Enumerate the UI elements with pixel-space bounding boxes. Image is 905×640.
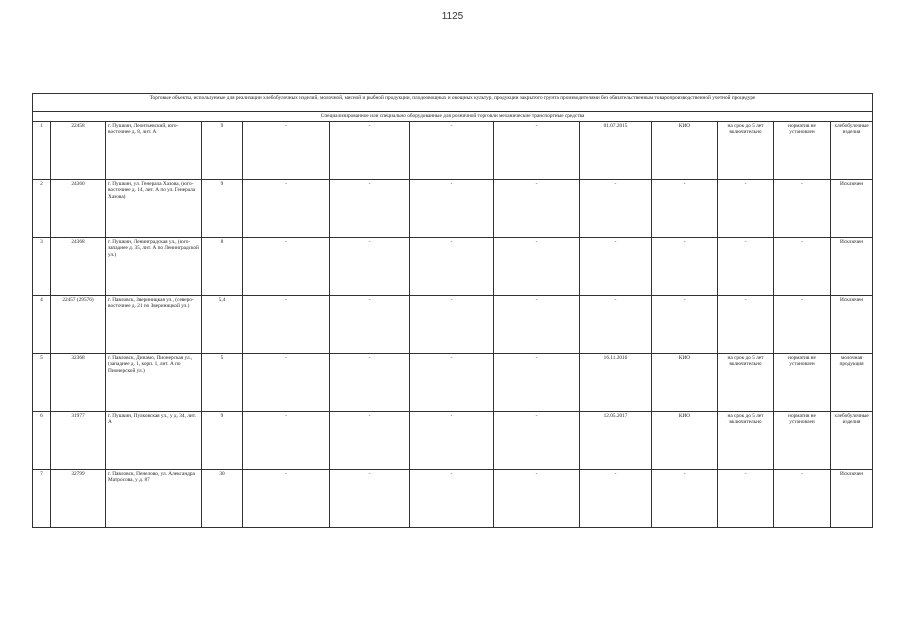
table-row	[33, 295, 873, 353]
cell-area: 5,4	[202, 295, 243, 353]
cell-kio: КИО	[652, 353, 718, 411]
registry-table	[32, 93, 873, 528]
cell-c8: -	[494, 353, 580, 411]
cell-c7: -	[410, 353, 494, 411]
cell-term: -	[718, 295, 774, 353]
cell-c6: -	[330, 121, 410, 179]
cell-c8: -	[494, 295, 580, 353]
cell-date: -	[580, 179, 652, 237]
cell-norm: -	[774, 295, 831, 353]
cell-area: 30	[202, 469, 243, 527]
cell-address: г. Павловск, Звериницкая ул., (северо-восточнее д. 21 по Звериницкой ул.)	[106, 295, 202, 353]
cell-norm: -	[774, 469, 831, 527]
cell-c6: -	[330, 295, 410, 353]
cell-num: 5	[33, 353, 51, 411]
cell-num: 1	[33, 121, 51, 179]
cell-norm: норматив не установлен	[774, 353, 831, 411]
cell-term: -	[718, 469, 774, 527]
cell-c6: -	[330, 237, 410, 295]
cell-c7: -	[410, 469, 494, 527]
cell-code: 22458	[51, 121, 106, 179]
cell-code: 24368	[51, 237, 106, 295]
cell-c6: -	[330, 353, 410, 411]
cell-kio: -	[652, 469, 718, 527]
table-row	[33, 411, 873, 469]
cell-address: г. Пушкин, Леонтьевский, юго-восточнее д. 8, лит. А	[106, 121, 202, 179]
cell-date: -	[580, 295, 652, 353]
cell-c5: -	[243, 469, 330, 527]
table-subheading-row	[33, 112, 873, 122]
cell-c8: -	[494, 469, 580, 527]
cell-c5: -	[243, 353, 330, 411]
cell-area: 9	[202, 121, 243, 179]
cell-area: 9	[202, 179, 243, 237]
cell-term: -	[718, 179, 774, 237]
cell-kio: КИО	[652, 121, 718, 179]
cell-address: г. Павловск, Пенелово, ул. Александра Матросова, у д. 87	[106, 469, 202, 527]
table-row	[33, 121, 873, 179]
cell-c5: -	[243, 179, 330, 237]
cell-c7: -	[410, 121, 494, 179]
cell-num: 2	[33, 179, 51, 237]
cell-code: 22457 (29576)	[51, 295, 106, 353]
cell-date: 12.05.2017	[580, 411, 652, 469]
cell-c7: -	[410, 295, 494, 353]
cell-norm: -	[774, 237, 831, 295]
cell-address: г. Пушкин, ул. Генерала Хазова, (юго-восточнее д. 14, лит. А по ул. Генерала Хазова)	[106, 179, 202, 237]
cell-area: 9	[202, 411, 243, 469]
table-heading-row	[33, 94, 873, 112]
cell-kio: -	[652, 295, 718, 353]
cell-term: на срок до 5 лет включительно	[718, 121, 774, 179]
cell-num: 7	[33, 469, 51, 527]
cell-num: 3	[33, 237, 51, 295]
cell-term: на срок до 5 лет включительно	[718, 353, 774, 411]
cell-area: 5	[202, 353, 243, 411]
cell-norm: норматив не установлен	[774, 121, 831, 179]
cell-date: 16.11.2016	[580, 353, 652, 411]
cell-term: на срок до 5 лет включительно	[718, 411, 774, 469]
cell-term: -	[718, 237, 774, 295]
cell-code: 24360	[51, 179, 106, 237]
cell-purpose: Исключен	[831, 179, 873, 237]
cell-date: -	[580, 237, 652, 295]
cell-c5: -	[243, 295, 330, 353]
table-body	[33, 121, 873, 527]
cell-date: 01.07.2015	[580, 121, 652, 179]
cell-c5: -	[243, 237, 330, 295]
cell-address: г. Пушкин, Ленинградская ул., (юго-западнее д. 35, лит. А по Ленинградской ул.)	[106, 237, 202, 295]
cell-purpose: молочная продукция	[831, 353, 873, 411]
cell-code: 32799	[51, 469, 106, 527]
cell-kio: -	[652, 237, 718, 295]
table-row	[33, 353, 873, 411]
table-heading: Торговые объекты, используемые для реализации хлебобулочных изделий, молочной, мясной и рыбной продукции, плодоовощных и овощных культур, продукции закрытого грунта производителями без обязательственным товаропроизводственной учетной процедуре	[33, 94, 873, 112]
cell-c5: -	[243, 411, 330, 469]
cell-c6: -	[330, 469, 410, 527]
table-row	[33, 469, 873, 527]
cell-norm: норматив не установлен	[774, 411, 831, 469]
cell-address: г. Пушкин, Пулковская ул., у д. 34, лит. А	[106, 411, 202, 469]
cell-purpose: Исключен	[831, 237, 873, 295]
cell-c8: -	[494, 121, 580, 179]
table-row	[33, 237, 873, 295]
cell-c8: -	[494, 237, 580, 295]
cell-c7: -	[410, 411, 494, 469]
cell-c8: -	[494, 179, 580, 237]
cell-num: 6	[33, 411, 51, 469]
cell-date: -	[580, 469, 652, 527]
cell-c5: -	[243, 121, 330, 179]
cell-area: 8	[202, 237, 243, 295]
page-number: 1125	[441, 11, 464, 22]
cell-purpose: Исключен	[831, 469, 873, 527]
cell-code: 31977	[51, 411, 106, 469]
cell-c6: -	[330, 411, 410, 469]
cell-num: 4	[33, 295, 51, 353]
cell-c8: -	[494, 411, 580, 469]
table-subheading: Специализированное или специально оборудованные для розничной торговли механические транспортные средства	[33, 112, 873, 122]
table-row	[33, 179, 873, 237]
cell-c6: -	[330, 179, 410, 237]
cell-norm: -	[774, 179, 831, 237]
cell-c7: -	[410, 179, 494, 237]
cell-purpose: хлебобулочные изделия	[831, 411, 873, 469]
cell-kio: КИО	[652, 411, 718, 469]
cell-code: 32368	[51, 353, 106, 411]
cell-purpose: Исключен	[831, 295, 873, 353]
cell-kio: -	[652, 179, 718, 237]
cell-purpose: хлебобулочные изделия	[831, 121, 873, 179]
cell-c7: -	[410, 237, 494, 295]
cell-address: г. Павловск, Динамо, Пионерская ул., (западнее д. 1, корп. 1, лит. А по Пионерской ул.)	[106, 353, 202, 411]
